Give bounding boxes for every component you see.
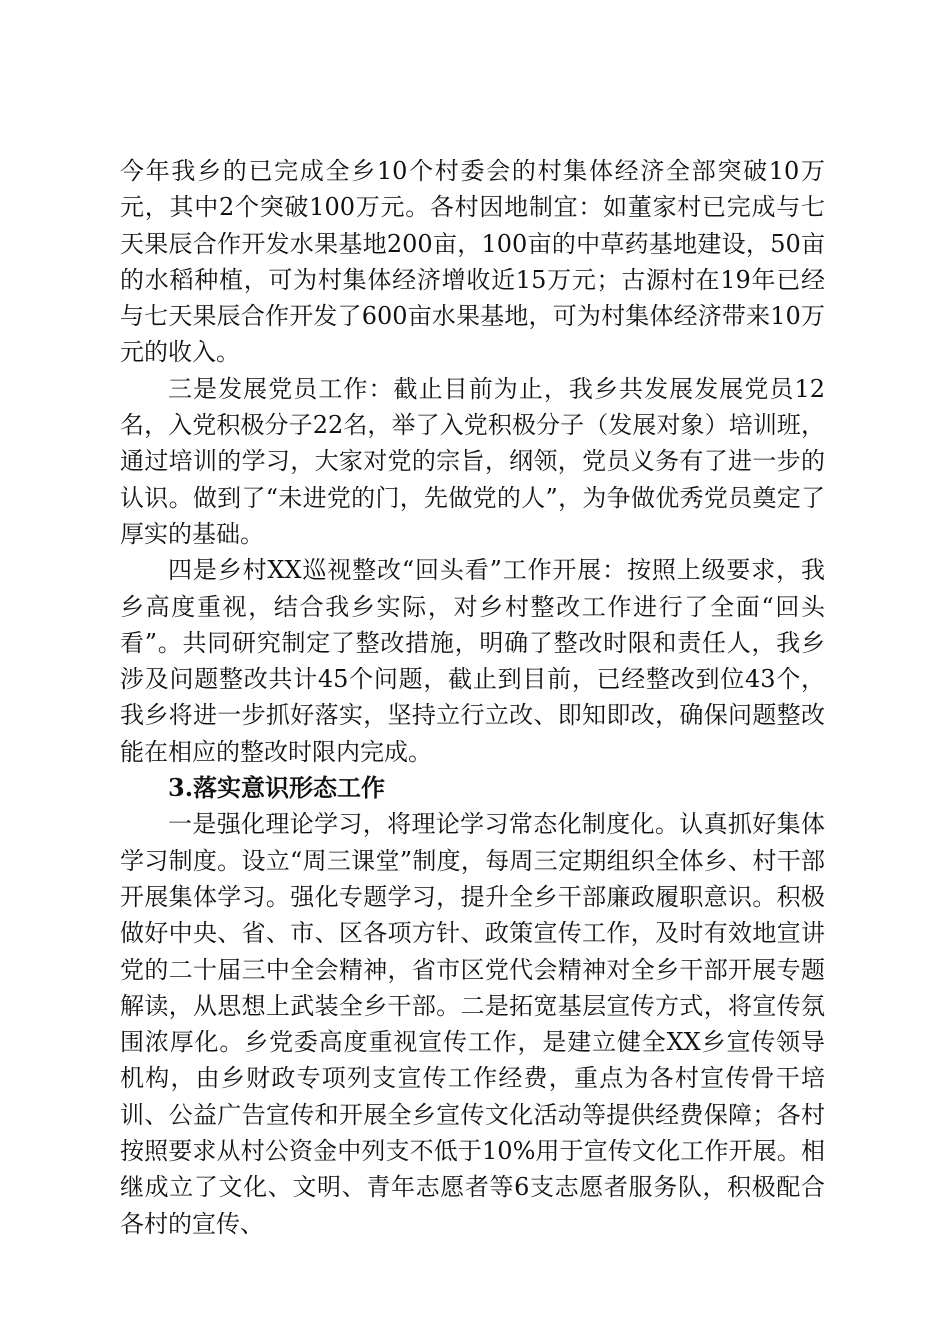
section-heading-ideology-work: 3.落实意识形态工作 [168,773,386,803]
paragraph-village-economy: 今年我乡的已完成全乡10个村委会的村集体经济全部突破10万元，其中2个突破100万元。各村因地制宜：如董家村已完成与七天果辰合作开发水果基地200亩，100亩的中草药基地建设，50亩的水稻种植，可为村集体经济增收近15万元；古源村在19年已经与七天果辰合作开发了600亩水果基地，可为村集体经济带来10万元的收入。 [120,157,825,367]
document-body [120,153,825,1242]
paragraph-party-member-development: 三是发展党员工作：截止目前为止，我乡共发展发展党员12名，入党积极分子22名，举了入党积极分子（发展对象）培训班，通过培训的学习，大家对党的宗旨，纲领，党员义务有了进一步的认识。做到了“未进党的门，先做党的人”，为争做优秀党员奠定了厚实的基础。 [120,374,825,548]
paragraph-inspection-rectification: 四是乡村XX巡视整改“回头看”工作开展：按照上级要求，我乡高度重视，结合我乡实际，对乡村整改工作进行了全面“回头看”。共同研究制定了整改措施，明确了整改时限和责任人，我乡涉及问题整改共计45个问题，截止到目前，已经整改到位43个，我乡将进一步抓好落实，坚持立行立改、即知即改，确保问题整改能在相应的整改时限内完成。 [120,556,825,766]
paragraph-theory-study: 一是强化理论学习，将理论学习常态化制度化。认真抓好集体学习制度。设立“周三课堂”制度，每周三定期组织全体乡、村干部开展集体学习。强化专题学习，提升全乡干部廉政履职意识。积极做好中央、省、市、区各项方针、政策宣传工作，及时有效地宣讲党的二十届三中全会精神，省市区党代会精神对全乡干部开展专题解读，从思想上武装全乡干部。二是拓宽基层宣传方式，将宣传氛围浓厚化。乡党委高度重视宣传工作，是建立健全XX乡宣传领导机构，由乡财政专项列支宣传工作经费，重点为各村宣传骨干培训、公益广告宣传和开展全乡宣传文化活动等提供经费保障；各村按照要求从村公资金中列支不低于10%用于宣传文化工作开展。相继成立了文化、文明、青年志愿者等6支志愿者服务队，积极配合各村的宣传、 [120,810,825,1238]
